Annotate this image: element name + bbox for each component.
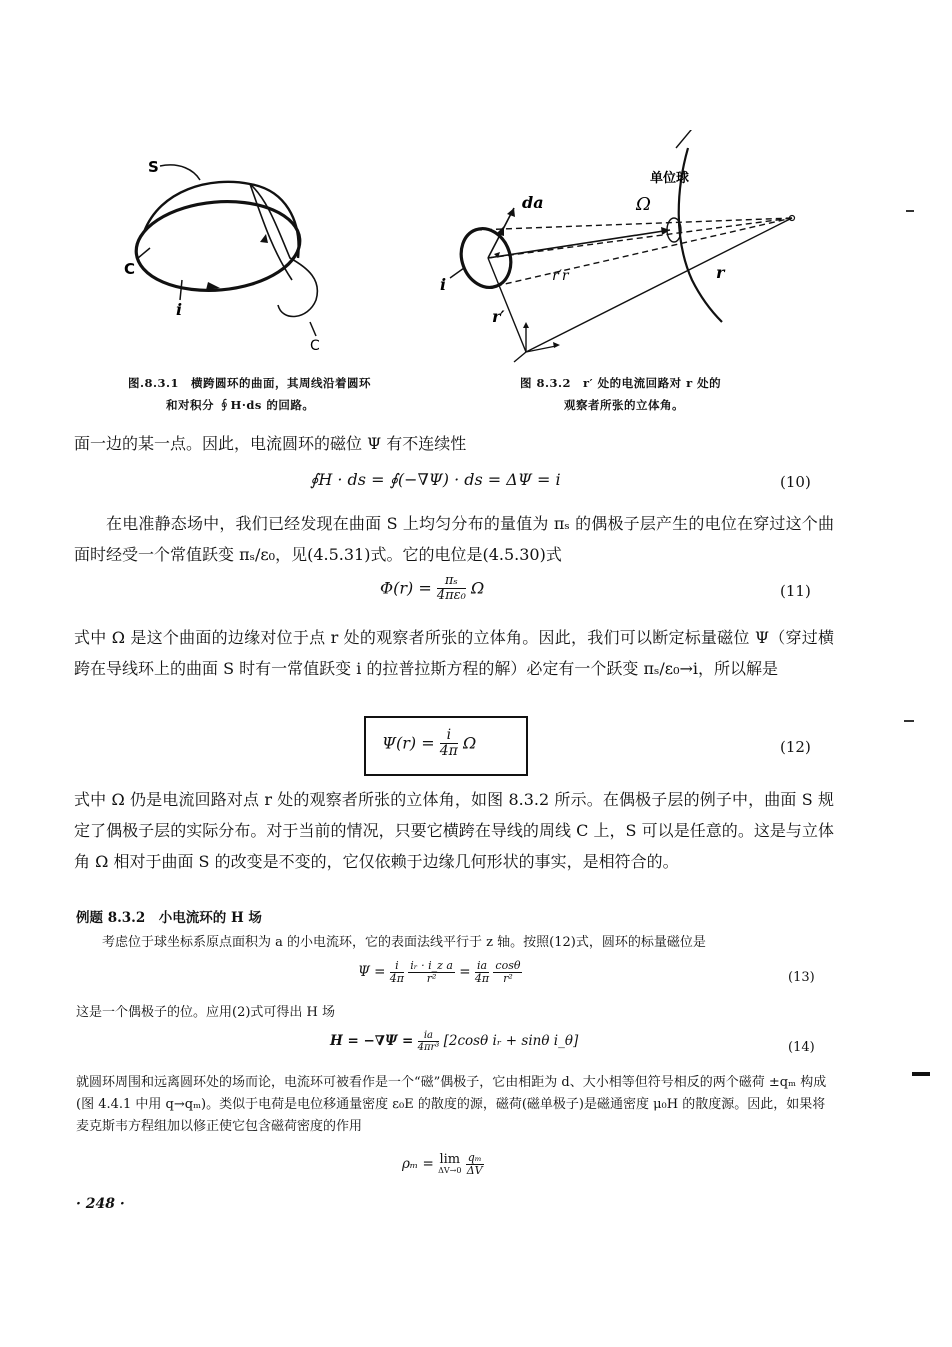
paragraph-3: 式中 Ω 是这个曲面的边缘对位于点 r 处的观察者所张的立体角。因此，我们可以断定标量磁位 Ψ（穿过横跨在导线环上的曲面 S 时有一常值跃变 i 的拉普拉斯方程的解）必定有一个跃变 πₛ/ε₀→i，所以解是 — [74, 628, 834, 678]
paragraph-5: 考虑位于球坐标系原点面积为 a 的小电流环，它的表面法线平行于 z 轴。按照(12)式，圆环的标量磁位是 — [102, 935, 706, 950]
eq12-tail: Ω — [462, 733, 477, 753]
label-rprime: r′ — [492, 307, 505, 326]
figure-8-3-2 — [440, 130, 810, 370]
label-omega: Ω — [636, 194, 651, 215]
eq13-fraction-3: $\frac{ia}{4\pi}$ — [474, 959, 490, 986]
margin-mark — [904, 720, 914, 722]
figure1-caption-line1: 图.8.3.1 横跨圆环的曲面，其周线沿着圆环 — [128, 376, 372, 390]
figure2-caption-line2: 观察者所张的立体角。 — [564, 398, 684, 412]
eq15-lhs: ρₘ = — [402, 1156, 434, 1173]
figure1-caption-line2: 和对积分 ∮H·ds 的回路。 — [166, 398, 315, 412]
eq14-lhs: H = −∇Ψ = — [330, 1033, 414, 1049]
surface-s — [144, 182, 299, 258]
equation-13-number: (13) — [788, 970, 815, 985]
eq12-denominator: 4π — [439, 743, 458, 760]
da-arrow-icon — [507, 208, 515, 217]
margin-mark — [912, 1072, 930, 1076]
paragraph-6: 这是一个偶极子的位。应用(2)式可得出 H 场 — [76, 1005, 336, 1020]
eq15-fraction: $\frac{\text{qₘ}}{\Delta V}$ — [466, 1151, 483, 1178]
eq11-lhs: Φ(r) = — [380, 578, 432, 598]
integration-path-arrow — [260, 234, 268, 243]
label-c-bottom: C — [310, 338, 320, 354]
equation-13 — [358, 960, 522, 985]
label-r: r — [716, 263, 725, 282]
eq14-tail: [2cosθ iᵣ + sinθ i_θ] — [443, 1033, 579, 1049]
paragraph-7: 就圆环周围和远离圆环处的场而论，电流环可被看作是一个“磁”偶极子，它由相距为 d、大小相等但符号相反的两个磁荷 ±qₘ 构成(图 4.4.1 中用 q→qₘ)。类似于电荷是电位移通量密度 ε₀E 的散度的源，磁荷(磁单极子)是磁通密度 μ₀H 的散度源。因此，如果将麦克斯韦方程组加以修正使它包含磁荷密度的作用 — [76, 1075, 827, 1134]
label-da: da — [522, 193, 544, 212]
label-i: i — [176, 300, 183, 319]
equation-10-number: (10) — [780, 473, 811, 491]
eq13-equals: = — [459, 964, 471, 981]
paragraph-4: 式中 Ω 仍是电流回路对点 r 处的观察者所张的立体角，如图 8.3.2 所示。在偶极子层的例子中，曲面 S 规定了偶极子层的实际分布。对于当前的情况，只要它横跨在导线的周线 C 上，S 可以是任意的。这是与立体角 Ω 相对于曲面 S 的改变是不变的，它仅依赖于边缘几何形状的事实，是相符合的。 — [74, 790, 834, 871]
eq15-limit: lim ΔV→0 — [438, 1152, 462, 1176]
eq14-fraction: $\frac{ia}{\text{4πr³}}$ — [417, 1030, 440, 1053]
eq13-fraction-2: $\frac{\text{iᵣ · i\_z a}}{\text{r²}}$ — [410, 959, 453, 986]
label-c-left: C — [124, 260, 136, 278]
label-rr: r′r — [552, 268, 569, 284]
example-heading: 例题 8.3.2 小电流环的 H 场 — [76, 910, 262, 926]
figure2-caption — [520, 372, 820, 416]
figure2-caption-line1: 图 8.3.2 r′ 处的电流回路对 r 处的 — [520, 376, 722, 390]
eq11-tail: Ω — [470, 578, 485, 598]
equation-14 — [330, 1030, 578, 1053]
equation-10: ∮H · ds = ∮(−∇Ψ) · ds = ΔΨ = i — [310, 470, 561, 489]
label-unit-sphere: 单位球 — [650, 171, 690, 186]
equation-12 — [382, 728, 476, 760]
page-number: · 248 · — [76, 1196, 125, 1212]
label-i: i — [440, 275, 447, 294]
margin-mark — [906, 210, 914, 212]
eq13-lhs: Ψ = — [358, 964, 386, 981]
equation-14-number: (14) — [788, 1040, 815, 1055]
eq13-fraction-4: $\frac{\cos\theta}{\text{r²}}$ — [495, 959, 521, 986]
figure-8-3-1 — [110, 140, 370, 360]
eq11-denominator: 4πε₀ — [436, 588, 466, 604]
equation-12-number: (12) — [780, 738, 811, 756]
eq12-lhs: Ψ(r) = — [382, 733, 435, 753]
eq12-fraction — [440, 728, 458, 760]
eq11-fraction — [437, 574, 466, 604]
eq13-fraction-1: $\frac{i}{4\pi}$ — [389, 959, 404, 986]
paragraph-1: 面一边的某一点。因此，电流圆环的磁位 Ψ 有不连续性 — [74, 434, 467, 453]
figure1-caption — [128, 372, 428, 416]
equation-11 — [380, 574, 484, 604]
eq12-numerator: i — [440, 728, 458, 744]
paragraph-2: 在电准静态场中，我们已经发现在曲面 S 上均匀分布的量值为 πₛ 的偶极子层产生的电位在穿过这个曲面时经受一个常值跃变 πₛ/ε₀，见(4.5.31)式。它的电位是(4.5.30)式 — [74, 514, 834, 564]
equation-15 — [402, 1152, 484, 1177]
equation-11-number: (11) — [780, 582, 811, 600]
label-s: S — [148, 158, 159, 176]
eq11-numerator: πₛ — [437, 574, 466, 589]
